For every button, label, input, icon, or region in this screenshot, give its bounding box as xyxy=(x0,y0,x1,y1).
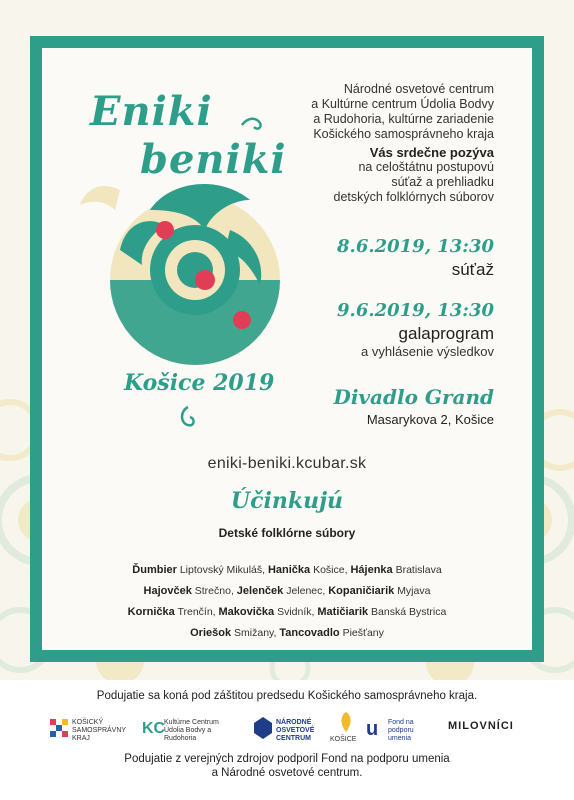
ksk-logo xyxy=(50,712,126,746)
ensemble-name: Hajovček xyxy=(143,585,192,597)
event-title-line1: Eniki xyxy=(90,88,213,135)
ensemble-name: Oriešok xyxy=(190,627,232,639)
ensemble-name: Jelenček xyxy=(236,585,284,597)
venue-address: Masarykova 2, Košice xyxy=(366,412,494,427)
ensemble-name: Ďumbier xyxy=(132,564,177,576)
ensemble-place: Strečno, xyxy=(194,585,234,597)
ensemble-place: Piešťany xyxy=(342,627,384,639)
organizer-line: a Kultúrne centrum Údolia Bodvy xyxy=(311,97,494,111)
swirl-ornament-icon xyxy=(176,405,200,429)
ensemble-name: Tancovadlo xyxy=(279,627,340,639)
noc-emblem-icon xyxy=(254,717,272,739)
noc-logo-text: NÁRODNÉ OSVETOVÉ CENTRUM xyxy=(276,719,315,742)
event-2-label: galaprogram xyxy=(398,324,494,343)
kosice-logo xyxy=(330,712,370,746)
kosice-logo-text: KOŠICE xyxy=(330,736,357,743)
invite-line: súťaž a prehliadku xyxy=(391,175,494,189)
invite-text xyxy=(234,160,494,205)
organizer-line: Košického samosprávneho kraja xyxy=(313,127,494,141)
venue-name: Divadlo Grand xyxy=(333,385,494,409)
ensemble-name: Matičiarik xyxy=(317,606,369,618)
patronage-text: Podujatie sa koná pod záštitou predsedu Košického samosprávneho kraja. xyxy=(96,690,478,702)
partner-logos xyxy=(50,712,530,746)
ensemble-place: Košice, xyxy=(313,564,348,576)
noc-logo xyxy=(254,712,324,746)
fpu-logo-text: Fond na podporu umenia xyxy=(388,719,414,742)
date-1: 8.6.2019, 13:30 xyxy=(337,236,494,257)
ensemble-place: Bratislava xyxy=(395,564,442,576)
city-year: Košice 2019 xyxy=(124,370,275,396)
invite-line: na celoštátnu postupovú xyxy=(358,160,494,174)
invite-heading: Vás srdečne pozýva xyxy=(369,145,494,160)
website-link[interactable]: eniki-beniki.kcubar.sk xyxy=(207,455,367,472)
performers-list xyxy=(60,560,514,644)
ksk-logo-text: KOŠICKÝ SAMOSPRÁVNY KRAJ xyxy=(72,719,126,742)
ensemble-place: Svidník, xyxy=(277,606,315,618)
ensemble-place: Smižany, xyxy=(234,627,277,639)
ensemble-place: Banská Bystrica xyxy=(371,606,447,618)
kc-emblem-icon xyxy=(142,717,166,739)
event-title-line2: beniki xyxy=(140,136,287,183)
ensemble-place: Trenčín, xyxy=(177,606,216,618)
milovnici-logo-text: MILOVNÍCI xyxy=(448,720,514,732)
funding-line: a Národné osvetové centrum. xyxy=(211,767,363,779)
fpu-logo xyxy=(366,712,436,746)
performers-row xyxy=(60,581,514,602)
ensemble-name: Hanička xyxy=(267,564,311,576)
fpu-emblem-icon xyxy=(366,717,386,739)
performers-row xyxy=(60,623,514,644)
organizer-line: a Rudohoria, kultúrne zariadenie xyxy=(313,112,494,126)
funding-line: Podujatie z verejných zdrojov podporil Fond na podporu umenia xyxy=(124,753,450,765)
event-2-sublabel: a vyhlásenie výsledkov xyxy=(361,344,494,359)
organizer-line: Národné osvetové centrum xyxy=(343,82,494,96)
event-1-label: súťaž xyxy=(451,260,494,279)
svg-text:u: u xyxy=(366,718,379,740)
ensemble-name: Makovička xyxy=(218,606,275,618)
performers-heading: Účinkujú xyxy=(230,488,344,514)
ensemble-place: Liptovský Mikuláš, xyxy=(179,564,266,576)
performers-subheading: Detské folklórne súbory xyxy=(218,526,356,540)
kc-logo-text: Kultúrne Centrum Údolia Bodvy a Rudohoria xyxy=(164,719,219,742)
invite-line: detských folklórnych súborov xyxy=(333,190,494,204)
performers-row xyxy=(60,560,514,581)
ensemble-name: Hájenka xyxy=(350,564,393,576)
performers-row xyxy=(60,602,514,623)
kc-logo xyxy=(142,712,232,746)
svg-text:KC: KC xyxy=(142,720,166,737)
milovnici-logo xyxy=(448,712,528,746)
ensemble-place: Myjava xyxy=(397,585,431,597)
ensemble-place: Jelenec, xyxy=(286,585,326,597)
date-2: 9.6.2019, 13:30 xyxy=(337,300,494,321)
ensemble-name: Kopaničiarik xyxy=(328,585,395,597)
organizer-text xyxy=(234,82,494,142)
kosice-emblem-icon xyxy=(338,712,354,732)
funding-text xyxy=(0,752,574,780)
ksk-emblem-icon xyxy=(50,719,68,737)
ensemble-name: Kornička xyxy=(127,606,175,618)
